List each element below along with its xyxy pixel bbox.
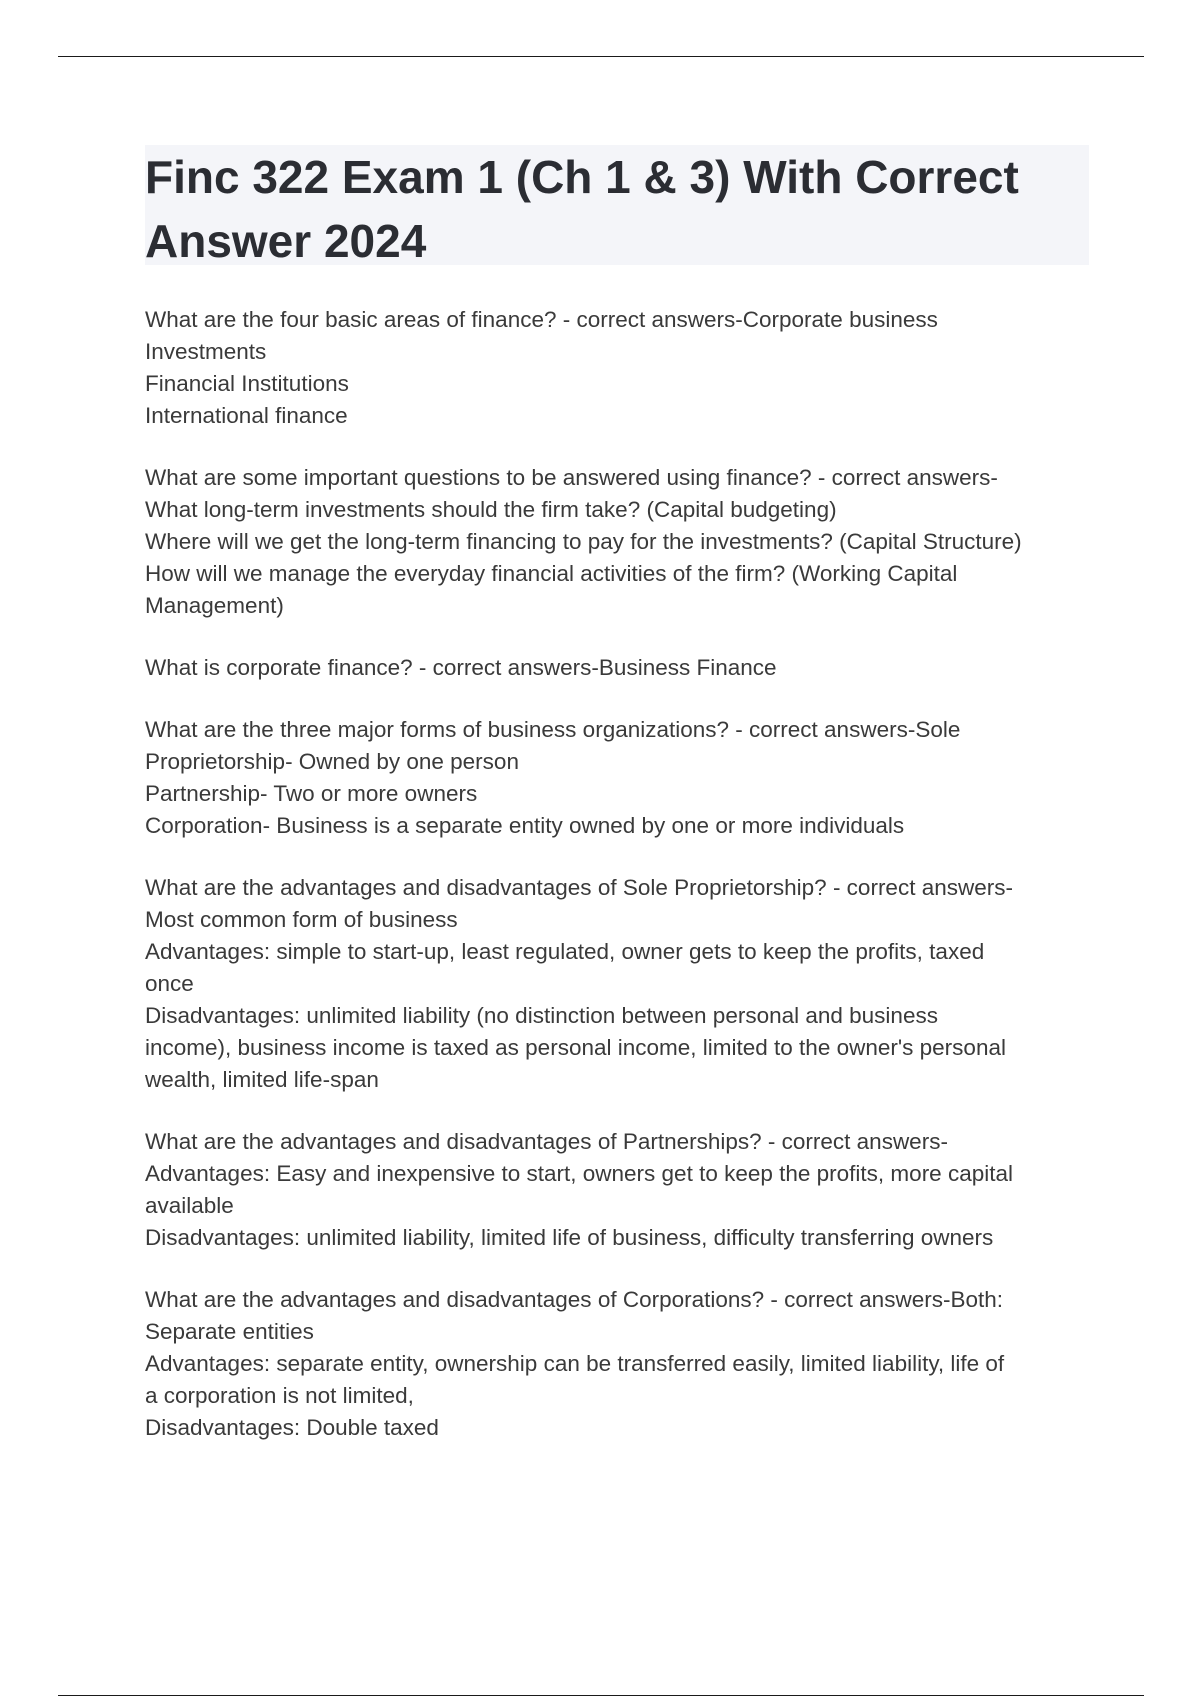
- qa-item-corporations: [145, 1284, 1100, 1444]
- qa-line: Financial Institutions: [145, 371, 349, 396]
- qa-line: available: [145, 1193, 234, 1218]
- document-title: [145, 145, 1089, 273]
- qa-line: Advantages: separate entity, ownership can be transferred easily, limited liability, life of: [145, 1351, 1005, 1376]
- qa-item-important-questions: [145, 462, 1100, 622]
- qa-line: What long-term investments should the firm take? (Capital budgeting): [145, 497, 837, 522]
- qa-line: Disadvantages: Double taxed: [145, 1415, 439, 1440]
- qa-line: Advantages: Easy and inexpensive to start, owners get to keep the profits, more capital: [145, 1161, 1013, 1186]
- qa-item-finance-areas: [145, 304, 1100, 432]
- qa-line: What are the four basic areas of finance? - correct answers-Corporate business: [145, 307, 938, 332]
- qa-line: What are the advantages and disadvantages of Sole Proprietorship? - correct answers-: [145, 875, 1013, 900]
- qa-line: Management): [145, 593, 284, 618]
- qa-line: Investments: [145, 339, 267, 364]
- qa-line: Disadvantages: unlimited liability (no distinction between personal and business: [145, 1003, 938, 1028]
- qa-line: International finance: [145, 403, 348, 428]
- qa-line: Advantages: simple to start-up, least regulated, owner gets to keep the profits, taxed: [145, 939, 985, 964]
- header-rule: [58, 56, 1144, 57]
- qa-line: What are the advantages and disadvantages of Corporations? - correct answers-Both:: [145, 1287, 1003, 1312]
- qa-item-corporate-finance: [145, 652, 1100, 684]
- qa-line: What are some important questions to be answered using finance? - correct answers-: [145, 465, 998, 490]
- qa-item-sole-proprietorship: [145, 872, 1100, 1096]
- qa-line: What is corporate finance? - correct answers-Business Finance: [145, 655, 777, 680]
- title-line-1: Finc 322 Exam 1 (Ch 1 & 3) With Correct: [145, 151, 1019, 203]
- qa-line: How will we manage the everyday financial activities of the firm? (Working Capital: [145, 561, 958, 586]
- qa-line: What are the three major forms of business organizations? - correct answers-Sole: [145, 717, 961, 742]
- qa-line: Corporation- Business is a separate entity owned by one or more individuals: [145, 813, 905, 838]
- qa-line: once: [145, 971, 194, 996]
- qa-line: Partnership- Two or more owners: [145, 781, 478, 806]
- qa-item-partnerships: [145, 1126, 1100, 1254]
- qa-line: Proprietorship- Owned by one person: [145, 749, 519, 774]
- qa-line: a corporation is not limited,: [145, 1383, 414, 1408]
- qa-line: Separate entities: [145, 1319, 314, 1344]
- qa-line: Most common form of business: [145, 907, 458, 932]
- footer-rule: [58, 1695, 1144, 1696]
- qa-list: [145, 304, 1100, 1474]
- title-line-2: Answer 2024: [145, 215, 427, 267]
- qa-line: Disadvantages: unlimited liability, limited life of business, difficulty transferring owners: [145, 1225, 994, 1250]
- qa-line: Where will we get the long-term financing to pay for the investments? (Capital Structure): [145, 529, 1022, 554]
- qa-line: income), business income is taxed as personal income, limited to the owner's personal: [145, 1035, 1006, 1060]
- qa-line: wealth, limited life-span: [145, 1067, 379, 1092]
- qa-line: What are the advantages and disadvantages of Partnerships? - correct answers-: [145, 1129, 948, 1154]
- qa-item-business-forms: [145, 714, 1100, 842]
